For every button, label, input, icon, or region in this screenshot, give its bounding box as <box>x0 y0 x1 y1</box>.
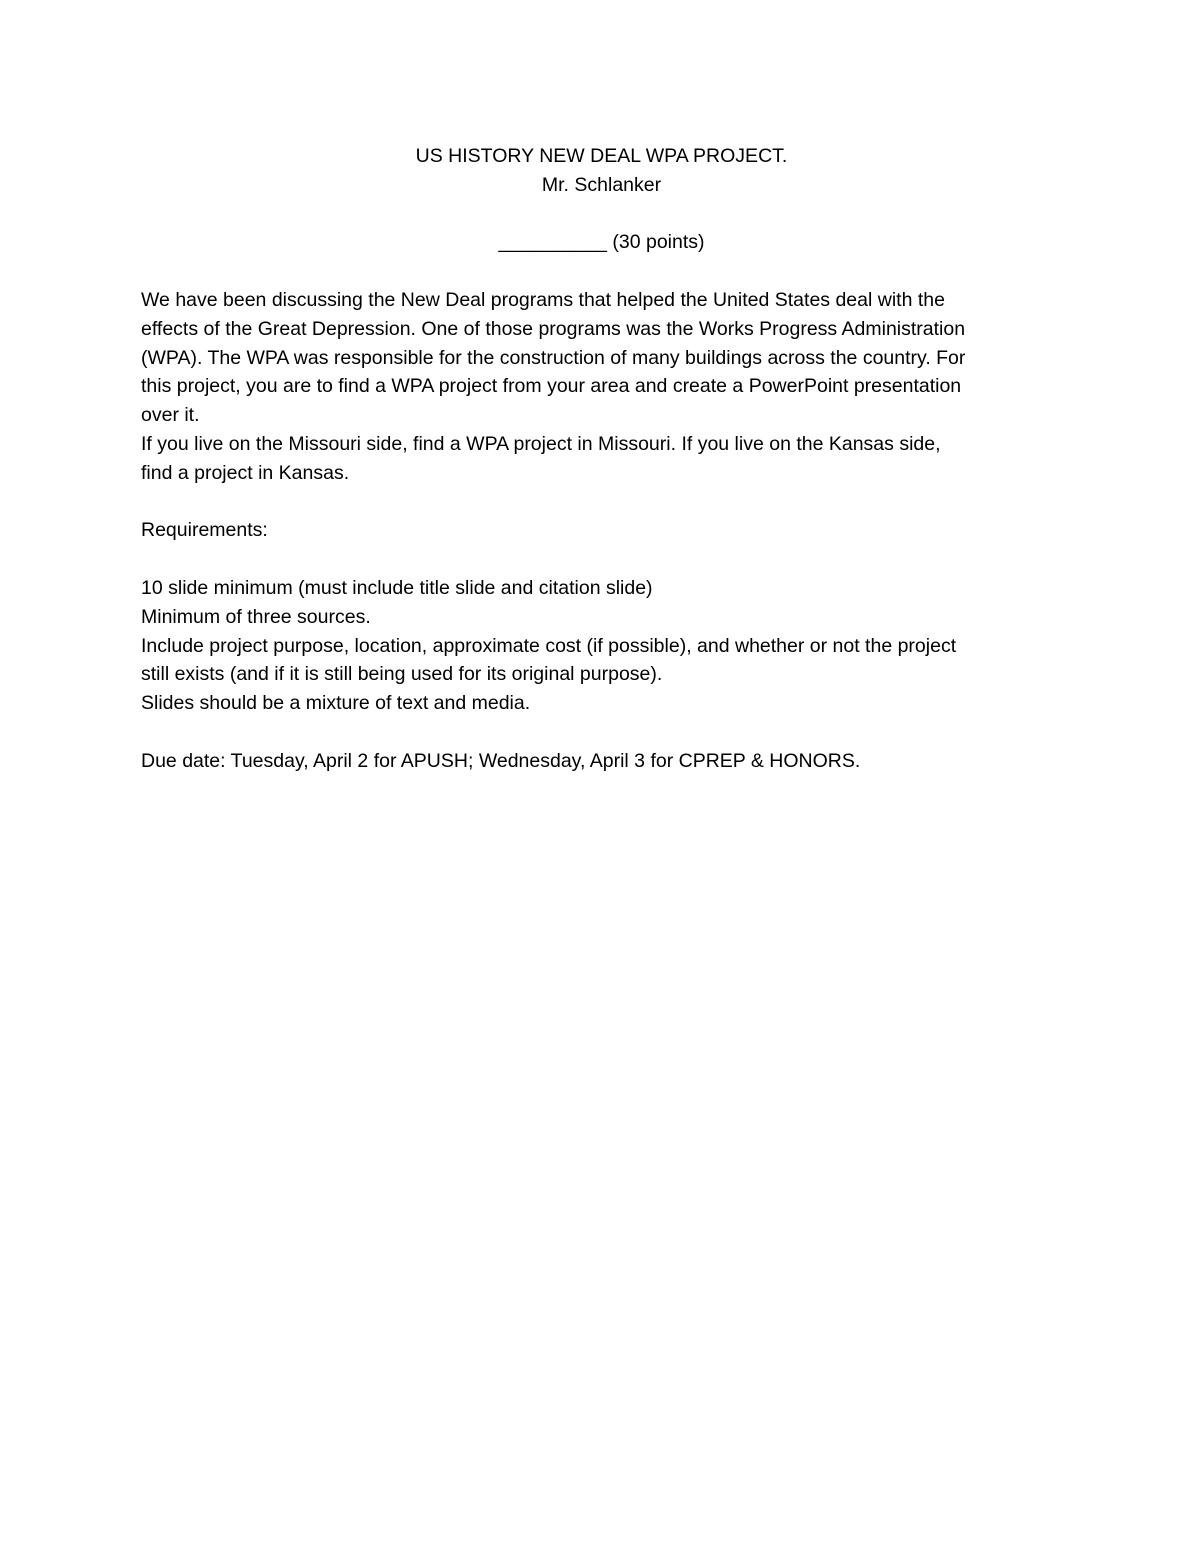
intro-line: effects of the Great Depression. One of those programs was the Works Progress Administration <box>141 317 966 340</box>
intro-line: (WPA). The WPA was responsible for the construction of many buildings across the country. For <box>141 346 966 369</box>
intro-line: this project, you are to find a WPA project from your area and create a PowerPoint presentation <box>141 375 962 398</box>
spacer <box>141 257 1061 286</box>
requirement-line: Include project purpose, location, approximate cost (if possible), and whether or not the project <box>141 634 957 657</box>
intro-line: We have been discussing the New Deal programs that helped the United States deal with the <box>141 288 945 311</box>
intro-line: If you live on the Missouri side, find a WPA project in Missouri. If you live on the Kansas side, <box>141 432 941 455</box>
requirement-line: still exists (and if it is still being used for its original purpose). <box>141 663 663 686</box>
document-body <box>141 142 1061 776</box>
document-header <box>141 142 1061 257</box>
spacer <box>141 718 1061 747</box>
points-line: __________ (30 points) <box>498 231 705 254</box>
intro-line: find a project in Kansas. <box>141 461 350 484</box>
requirements-list <box>141 574 1061 718</box>
intro-line: over it. <box>141 404 200 427</box>
spacer <box>141 545 1061 574</box>
due-date: Due date: Tuesday, April 2 for APUSH; Wednesday, April 3 for CPREP & HONORS. <box>141 749 861 772</box>
requirement-line: Slides should be a mixture of text and media. <box>141 692 531 715</box>
intro-paragraph <box>141 286 1061 488</box>
requirement-line: Minimum of three sources. <box>141 605 371 628</box>
requirements-heading: Requirements: <box>141 519 268 542</box>
teacher-name: Mr. Schlanker <box>541 173 662 196</box>
spacer <box>142 200 1061 229</box>
requirement-line: 10 slide minimum (must include title slide and citation slide) <box>141 576 653 599</box>
spacer <box>141 488 1061 517</box>
document-title: US HISTORY NEW DEAL WPA PROJECT. <box>415 145 788 167</box>
